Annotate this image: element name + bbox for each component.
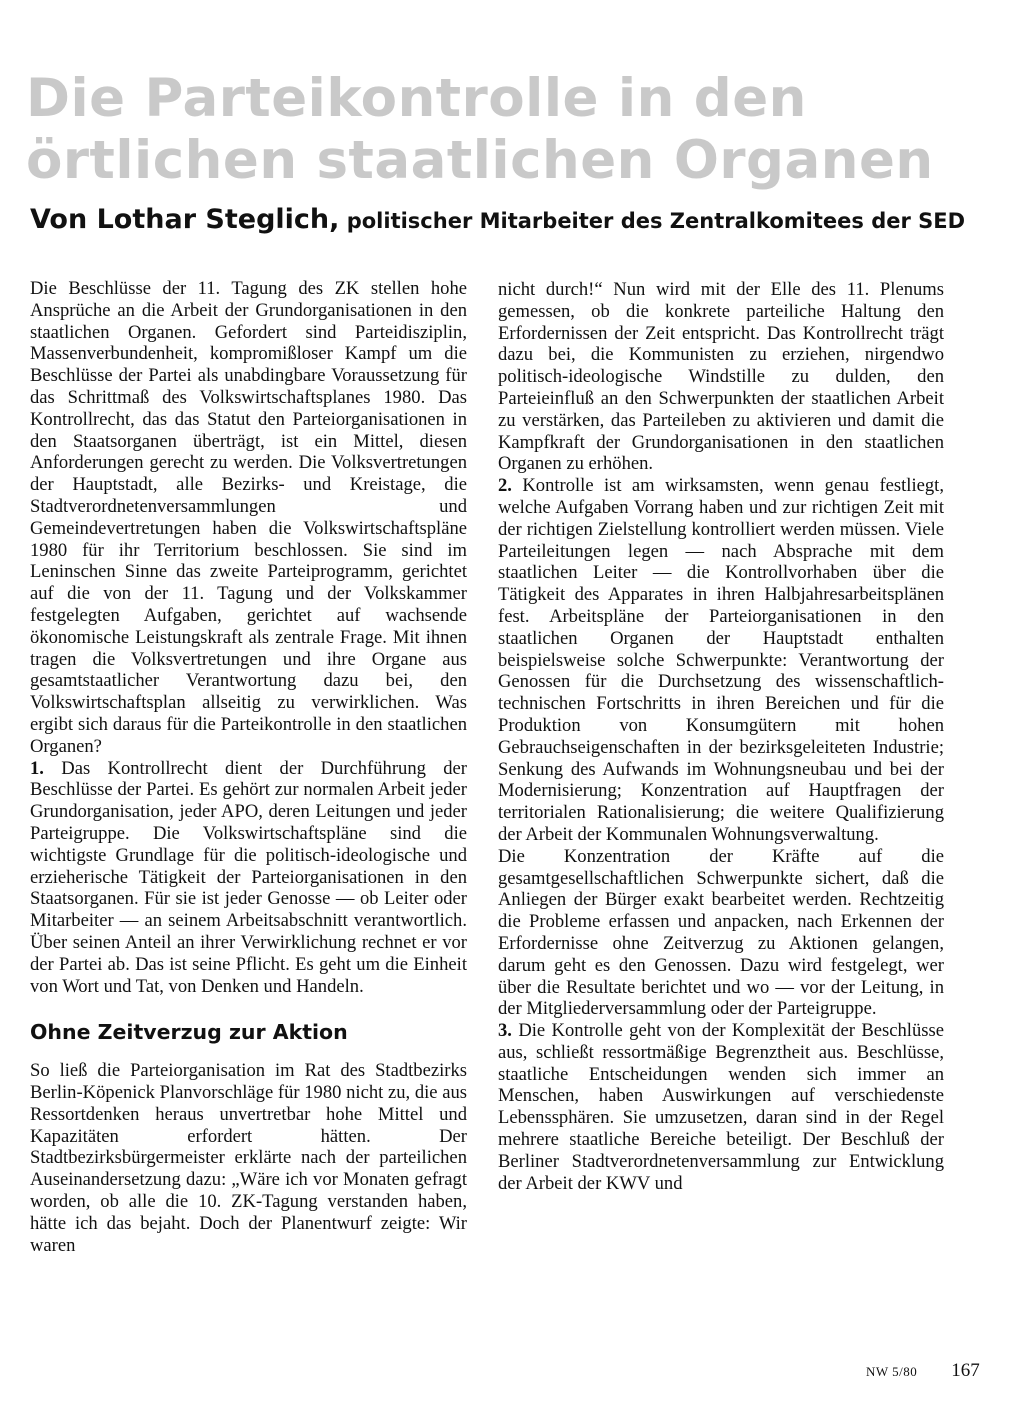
continuation-paragraph: nicht durch!“ Nun wird mit der Elle des 11. Plenums gemessen, ob die konkrete parteiliche Haltung den Erfordernissen der Zeit entspricht. Das Kontrollrecht trägt dazu bei, die Kommunisten zu erziehen, nirgendwo politisch-ideologische Windstille zu dulden, den Parteieinfluß an den Schwerpunkten der staatlichen Arbeit zu verstärken, das Parteileben zu aktivieren und damit die Kampfkraft der Grundorganisationen in den staatlichen Organen zu erhöhen. xyxy=(498,279,944,475)
page-number: 167 xyxy=(951,1360,980,1381)
point-3-paragraph xyxy=(498,1020,944,1194)
author-role: politischer Mitarbeiter des Zentralkomitees der SED xyxy=(346,209,966,233)
article-title xyxy=(26,68,1006,192)
point-1-number: 1. xyxy=(30,757,44,779)
point-1-text: Das Kontrollrecht dient der Durchführung der Beschlüsse der Partei. Es gehört zur normalen Arbeit jeder Grundorganisation, jeder APO, deren Leitungen und jeder Parteigruppe. Die Volkswirtschaftspläne sind die wichtigste Grundlage für die politisch-ideologische und erzieherische Tätigkeit der Parteiorganisationen in den Staatsorganen. Für sie ist jeder Genosse — ob Leiter oder Mitarbeiter — an seinem Arbeitsabschnitt verantwortlich. Über seinen Anteil an ihrer Verwirklichung rechnet er vor der Partei ab. Das ist seine Pflicht. Es geht um die Einheit von Wort und Tat, von Denken und Handeln. xyxy=(30,757,467,997)
point-2-text: Kontrolle ist am wirksamsten, wenn genau festliegt, welche Aufgaben Vorrang haben und zur richtigen Zeit mit der richtigen Zielstellung kontrolliert werden müssen. Viele Parteileitungen legen — nach Absprache mit dem staatlichen Leiter — die Kontrollvorhaben über die Tätigkeit des Apparates in ihren Halbjahresarbeitsplänen fest. Arbeitspläne der Parteiorganisationen in den staatlichen Organen der Hauptstadt enthalten beispielsweise solche Schwerpunkte: Verantwortung der Genossen für die Durchsetzung des wissenschaftlich-technischen Fortschritts in ihren Bereichen und für die Produktion von Konsumgütern mit hohen Gebrauchseigenschaften in der bezirksgeleiteten Industrie; Senkung des Aufwands im Wohnungsneubau und bei der Modernisierung; Konzentration auf Hauptfragen der territorialen Rationalisierung; die weitere Qualifizierung der Arbeit der Kommunalen Wohnungsverwaltung. xyxy=(498,475,944,845)
point-3-text: Die Kontrolle geht von der Komplexität der Beschlüsse aus, schließt ressortmäßige Begrenztheit aus. Beschlüsse, staatliche Entscheidungen wenden sich immer an Menschen, haben Auswirkungen auf verschiedenste Lebenssphären. Sie umzusetzen, daran sind in der Regel mehrere staatliche Bereiche beteiligt. Der Beschluß der Berliner Stadtverordnetenversammlung zur Entwicklung der Arbeit der KWV und xyxy=(498,1020,944,1194)
point-3-number: 3. xyxy=(498,1020,512,1042)
point-2-number: 2. xyxy=(498,475,512,497)
author-byline xyxy=(30,206,1000,235)
article-title-line-2: örtlichen staatlichen Organen xyxy=(26,130,934,191)
left-column xyxy=(30,278,467,1256)
section-heading: Ohne Zeitverzug zur Aktion xyxy=(30,1020,348,1045)
concentration-paragraph: Die Konzentration der Kräfte auf die gesamtgesellschaftlichen Schwerpunkte sichert, daß die Anliegen der Bürger exakt bearbeitet werden. Rechtzeitig die Probleme erfassen und anpacken, nach Erkennen der Erfordernisse ohne Zeitverzug zu Aktionen gelangen, darum geht es den Genossen. Dazu wird festgelegt, wer über die Resultate berichtet und wo — vor der Leitung, in der Mitgliederversammlung oder der Parteigruppe. xyxy=(498,845,944,1020)
intro-paragraph: Die Beschlüsse der 11. Tagung des ZK stellen hohe Ansprüche an die Arbeit der Grundorganisationen in den staatlichen Organen. Gefordert sind Parteidisziplin, Massenverbundenheit, kompromißloser Kampf um die Beschlüsse der Partei als unabdingbare Voraussetzung für das Schrittmaß des Volkswirtschaftsplanes 1980. Das Kontrollrecht, das das Statut den Parteiorganisationen in den Staatsorganen überträgt, ist ein Mittel, diesen Anforderungen gerecht zu werden. Die Volksvertretungen der Hauptstadt, alle Bezirks- und Kreistage, die Stadtverordnetenversammlungen und Gemeindevertretungen haben die Volkswirtschaftspläne 1980 für ihr Territorium beschlossen. Sie sind im Leninschen Sinne das zweite Parteiprogramm, gerichtet auf die von der 11. Tagung und der Volkskammer festgelegten Aufgaben, gerichtet auf wachsende ökonomische Leistungskraft als zentrale Frage. Mit ihnen tragen die Volksvertretungen und ihre Organe aus gesamtstaatlicher Verantwortung dazu bei, den Volkswirtschaftsplan allseitig zu verwirklichen. Was ergibt sich daraus für die Parteikontrolle in den staatlichen Organen? xyxy=(30,278,467,757)
right-column xyxy=(498,279,944,1194)
point-2-paragraph xyxy=(498,475,944,846)
point-1-paragraph xyxy=(30,758,467,998)
article-title-line-1: Die Parteikontrolle in den xyxy=(26,68,807,129)
author-name: Von Lothar Steglich, xyxy=(30,204,340,235)
issue-label: NW 5/80 xyxy=(866,1364,918,1379)
section-paragraph: So ließ die Parteiorganisation im Rat des Stadtbezirks Berlin-Köpenick Planvorschläge für 1980 nicht zu, die aus Ressortdenken heraus unvertretbar hohe Mittel und Kapazitäten erfordert hätten. Der Stadtbezirksbürgermeister erklärte nach der parteilichen Auseinandersetzung dazu: „Wäre ich vor Monaten gefragt worden, ob alle die 10. ZK-Tagung verstanden haben, hätte ich das bejaht. Doch der Planentwurf zeigte: Wir waren xyxy=(30,1060,467,1256)
page-footer xyxy=(866,1360,986,1382)
